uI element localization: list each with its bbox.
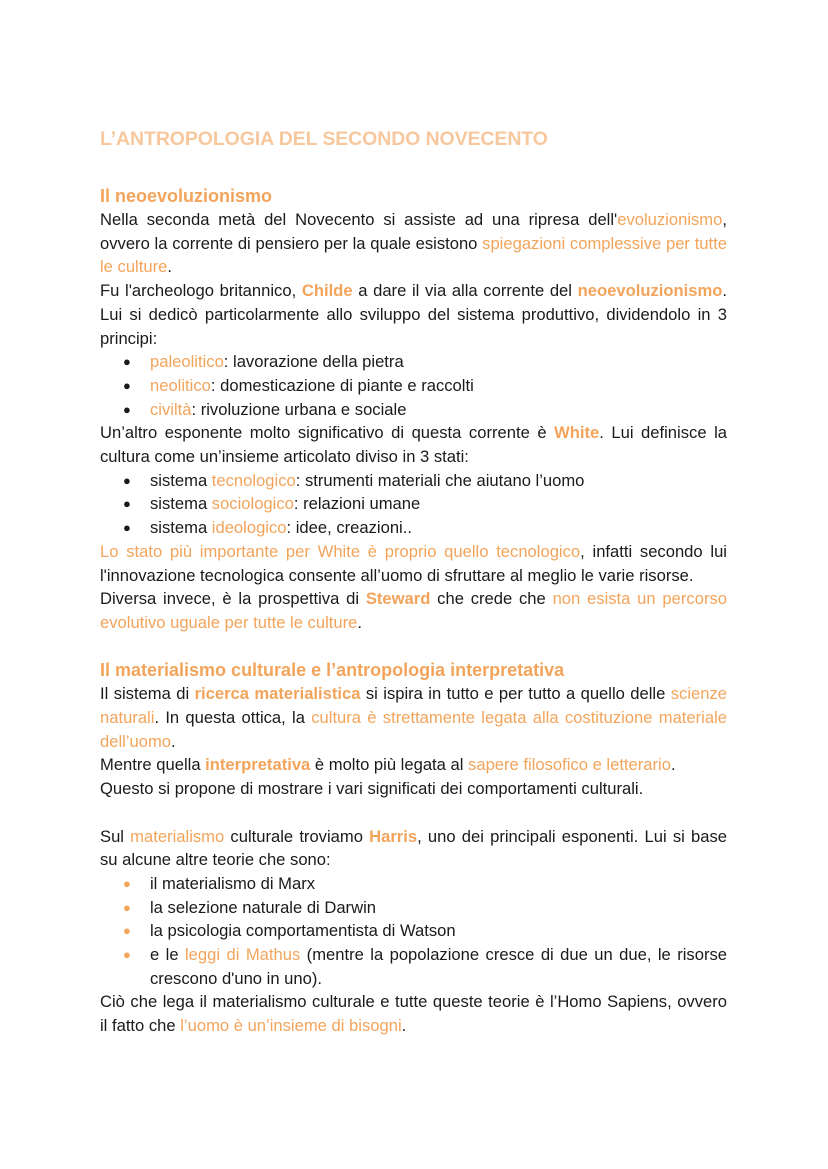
highlight: sapere filosofico e letterario: [468, 755, 671, 775]
document-page: [100, 124, 727, 1038]
bullet-list: [100, 350, 727, 421]
keyword: ricerca materialistica: [194, 684, 361, 704]
highlight: scienze naturali: [100, 684, 727, 728]
keyword: Childe: [301, 281, 353, 301]
paragraph: Nella seconda metà del Novecento si assiste ad una ripresa dell'evoluzionismo, ovvero la corrente di pensiero per la quale esistono spiegazioni complessive per tutte le culture.: [100, 210, 727, 277]
paragraph: Questo si propone di mostrare i vari significati dei comportamenti culturali.: [100, 779, 644, 799]
list-item: ● la selezione naturale di Darwin: [100, 896, 727, 920]
highlight: evoluzionismo: [617, 210, 723, 229]
paragraph: Il sistema di ricerca materialistica si ispira in tutto e per tutto a quello delle scienze naturali. In questa ottica, la cultura è strettamente legata alla costituzione materiale dell’uomo.: [100, 684, 728, 751]
list-item: ● la psicologia comportamentista di Watson: [100, 919, 727, 943]
keyword: White: [554, 423, 600, 443]
list-item: ● sistema tecnologico: strumenti materiali che aiutano l’uomo: [100, 469, 727, 493]
highlight: spiegazioni complessive per tutte le culture: [100, 233, 727, 277]
highlight: l’uomo è un’insieme di bisogni: [180, 1016, 402, 1036]
list-item: ● civiltà: rivoluzione urbana e sociale: [100, 398, 727, 422]
list-item: ● il materialismo di Marx: [100, 872, 727, 896]
list-item: ● sistema sociologico: relazioni umane: [100, 492, 727, 516]
list-item: ● paleolitico: lavorazione della pietra: [100, 350, 727, 374]
list-item: ● e le leggi di Mathus (mentre la popolazione cresce di due un due, le risorse crescono d'uno in uno).: [100, 943, 727, 990]
paragraph: Fu l'archeologo britannico, Childe a dare il via alla corrente del neoevoluzionismo. Lui si dedicò particolarmente allo sviluppo del sistema produttivo, dividendolo in 3 principi:: [100, 281, 727, 348]
keyword: interpretativa: [205, 755, 311, 775]
highlight: materialismo: [130, 826, 225, 846]
list-item: ● neolitico: domesticazione di piante e raccolti: [100, 374, 727, 398]
keyword: Harris: [369, 826, 418, 846]
paragraph: Sul materialismo culturale troviamo Harris, uno dei principali esponenti. Lui si base su alcune altre teorie che sono:: [100, 826, 727, 870]
page-title: L’ANTROPOLOGIA DEL SECONDO NOVECENTO: [100, 128, 548, 150]
paragraph: Ciò che lega il materialismo culturale e tutte queste teorie è l’Homo Sapiens, ovvero il fatto che l’uomo è un’insieme di bisogni.: [100, 992, 727, 1036]
paragraph: Diversa invece, è la prospettiva di Steward che crede che non esista un percorso evolutivo uguale per tutte le culture.: [100, 589, 727, 632]
keyword: neoevoluzionismo: [577, 281, 723, 301]
paragraph: Mentre quella interpretativa è molto più legata al sapere filosofico e letterario.: [100, 755, 676, 775]
section-heading-materialismo: Il materialismo culturale e l’antropologia interpretativa: [100, 660, 565, 681]
highlight: Lo stato più importante per White è proprio quello tecnologico: [100, 541, 581, 561]
section-heading-neoevoluzionismo: Il neoevoluzionismo: [100, 186, 273, 206]
bullet-list: [100, 469, 727, 540]
list-item: ● sistema ideologico: idee, creazioni..: [100, 516, 727, 540]
keyword: Steward: [365, 589, 431, 609]
paragraph: Un’altro esponente molto significativo di questa corrente è White. Lui definisce la cultura come un’insieme articolato diviso in 3 stati:: [100, 423, 727, 467]
highlight: non esista un percorso evolutivo uguale per tutte le culture: [100, 589, 727, 632]
highlight: cultura è strettamente legata alla costituzione materiale dell’uomo: [100, 708, 728, 751]
paragraph: Lo stato più importante per White è proprio quello tecnologico, infatti secondo lui l'innovazione tecnologica consente all’uomo di sfruttare al meglio le varie risorse.: [100, 541, 727, 585]
bullet-list: [100, 872, 727, 991]
